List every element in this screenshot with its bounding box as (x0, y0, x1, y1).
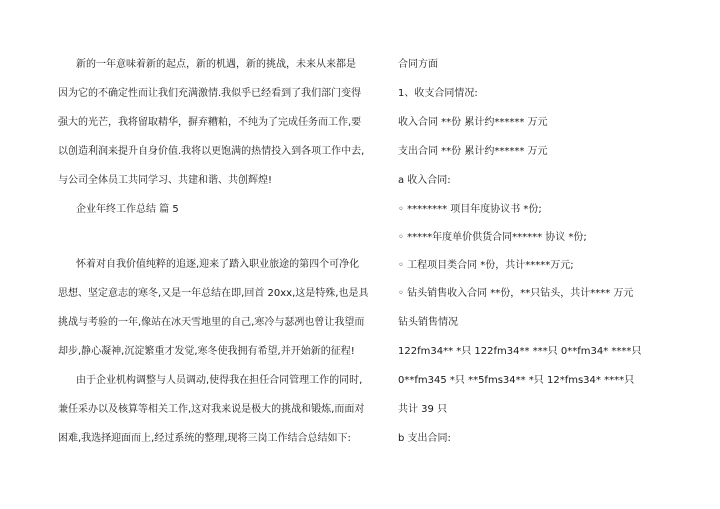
list-item: 收入合同 **份 累计约****** 万元 (398, 117, 548, 128)
list-item: 钻头销售情况 (398, 317, 458, 328)
paragraph-line: 思想、坚定意志的寒冬,又是一年总结在即,回首 20xx,这是特殊,也是具 (58, 288, 369, 299)
section-heading: 企业年终工作总结 篇 5 (76, 204, 179, 215)
list-item: 122fm34** *只 122fm34** ***只 0**fm34* ****只 (398, 346, 642, 357)
paragraph-line: 以创造利润来提升自身价值.我将以更饱满的热情投入到各项工作中去, (58, 146, 365, 157)
list-item: 支出合同 **份 累计约****** 万元 (398, 146, 548, 157)
list-item: ◦ 钻头销售收入合同 **份，**只钻头，共计**** 万元 (398, 288, 634, 299)
paragraph-line: 新的一年意味着新的起点，新的机遇，新的挑战，未来从来都是 (76, 59, 356, 70)
section-heading: 合同方面 (398, 59, 438, 70)
list-item: ◦ 工程项目类合同 *份，共计*****万元; (398, 260, 574, 271)
paragraph-line: 由于企业机构调整与人员调动,使得我在担任合同管理工作的同时, (76, 375, 363, 386)
list-item: b 支出合同: (398, 433, 451, 444)
paragraph-line: 困难,我选择迎面而上,经过系统的整理,现将三岗工作结合总结如下: (58, 433, 351, 444)
paragraph-line: 兼任采办以及核算等相关工作,这对我来说是极大的挑战和锻炼,而面对 (58, 404, 365, 415)
paragraph-line: 强大的光芒，我将留取精华，摒弃糟粕，不纯为了完成任务而工作,要 (58, 117, 362, 128)
paragraph-line: 却步,静心凝神,沉淀繁重才发觉,寒冬使我拥有希望,并开始新的征程! (58, 346, 355, 357)
list-item: 共计 39 只 (398, 404, 448, 415)
list-item: ◦ *****年度单价供货合同****** 协议 *份; (398, 232, 587, 243)
list-item: ◦ ******** 项目年度协议书 *份; (398, 204, 542, 215)
paragraph-line: 因为它的不确定性而让我们充满激情.我似乎已经看到了我们部门变得 (58, 88, 362, 99)
paragraph-line: 与公司全体员工共同学习、共建和谐、共创辉煌! (58, 175, 273, 186)
list-item: a 收入合同: (398, 175, 451, 186)
list-item: 1、收支合同情况: (398, 88, 478, 99)
list-item: 0**fm345 *只 **5fms34** *只 12*fms34* ****只 (398, 375, 635, 386)
paragraph-line: 挑战与考验的一年,像站在冰天雪地里的自己,寒冷与瑟冽也曾让我望而 (58, 317, 365, 328)
paragraph-line: 怀着对自我价值纯粹的追逐,迎来了踏入职业旅途的第四个可净化 (76, 259, 360, 270)
